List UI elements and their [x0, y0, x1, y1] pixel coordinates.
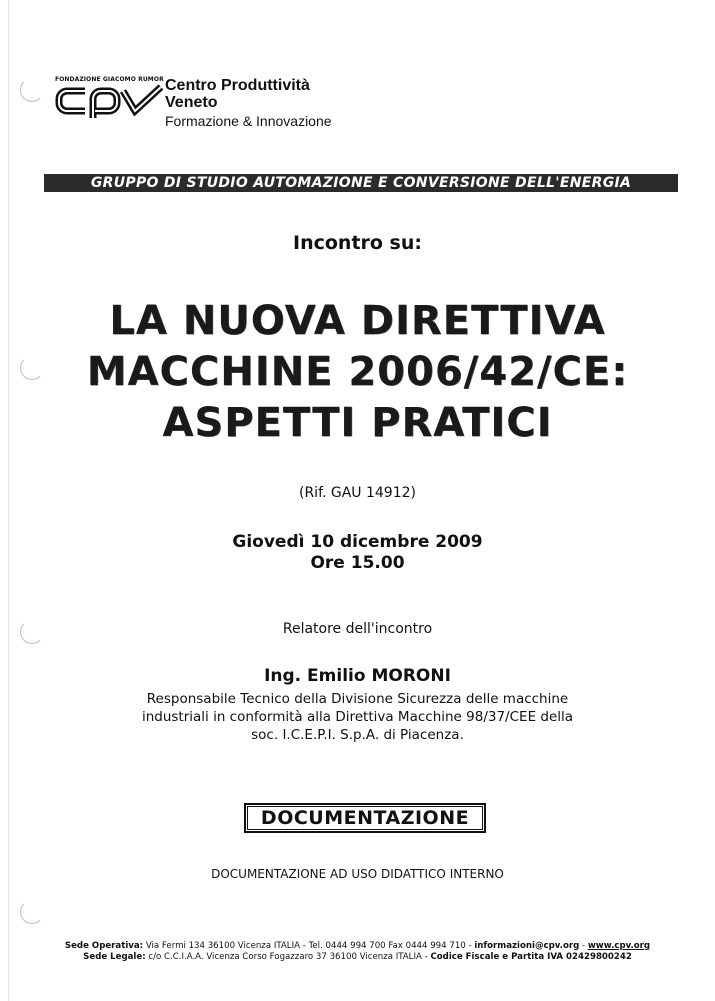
title-line: LA NUOVA DIRETTIVA [109, 298, 606, 344]
footer-legal-address: c/o C.C.I.A.A. Vicenza Corso Fogazzaro 37 36100 Vicenza ITALIA - [148, 952, 428, 962]
documentation-label-box: DOCUMENTAZIONE [244, 803, 486, 833]
speaker-role-line: Responsabile Tecnico della Divisione Sicurezza delle macchine [146, 691, 569, 707]
internal-use-note: DOCUMENTAZIONE AD USO DIDATTICO INTERNO [211, 867, 504, 881]
study-group-banner: GRUPPO DI STUDIO AUTOMAZIONE E CONVERSIONE DELL'ENERGIA [44, 174, 678, 192]
event-time: Ore 15.00 [310, 553, 405, 573]
speaker-role-line: industriali in conformità alla Direttiva Macchine 98/37/CEE della [141, 709, 574, 725]
speaker-role-line: soc. I.C.E.P.I. S.p.A. di Piacenza. [251, 727, 464, 743]
org-tagline: Formazione & Innovazione [165, 113, 332, 129]
footer-op-label: Sede Operativa: [64, 941, 144, 951]
cpv-logo [55, 76, 355, 138]
footer-email-link[interactable]: informazioni@cpv.org [474, 941, 580, 951]
event-date: Giovedì 10 dicembre 2009 [232, 532, 483, 552]
org-name-line1: Centro Produttività [165, 77, 310, 94]
logo-mark-text: cpv [109, 104, 111, 105]
intro-heading: Incontro su: [293, 232, 422, 254]
punch-hole-mark [20, 78, 44, 102]
footer-addresses [0, 941, 715, 963]
title-line: ASPETTI PRATICI [162, 400, 553, 446]
footer-web-link[interactable]: www.cpv.org [587, 941, 651, 951]
footer-legal-line [0, 952, 715, 963]
reference-code: (Rif. GAU 14912) [298, 485, 416, 501]
speaker-label: Relatore dell'incontro [282, 621, 433, 637]
event-datetime [0, 532, 715, 574]
cpv-logo-mark [55, 84, 163, 118]
punch-hole-mark [20, 900, 44, 924]
logo-foundation-text: FONDAZIONE GIACOMO RUMOR [55, 76, 164, 83]
title-line: MACCHINE 2006/42/CE: [86, 349, 629, 395]
footer-fiscal-code: Codice Fiscale e Partita IVA 02429800242 [430, 952, 632, 962]
footer-operational-line: Sede Operativa: Via Fermi 134 36100 Vicenza ITALIA - Tel. 0444 994 700 Fax 0444 994 710 - informazioni@cpv.org - www.cpv.org [64, 941, 651, 951]
footer-op-address: Via Fermi 134 36100 Vicenza ITALIA - Tel. 0444 994 700 Fax 0444 994 710 - [145, 941, 472, 951]
speaker-role [0, 690, 715, 744]
org-name-line2: Veneto [165, 94, 218, 111]
footer-legal-label: Sede Legale: [83, 952, 146, 962]
main-title [0, 296, 715, 449]
speaker-name: Ing. Emilio MORONI [264, 666, 451, 686]
